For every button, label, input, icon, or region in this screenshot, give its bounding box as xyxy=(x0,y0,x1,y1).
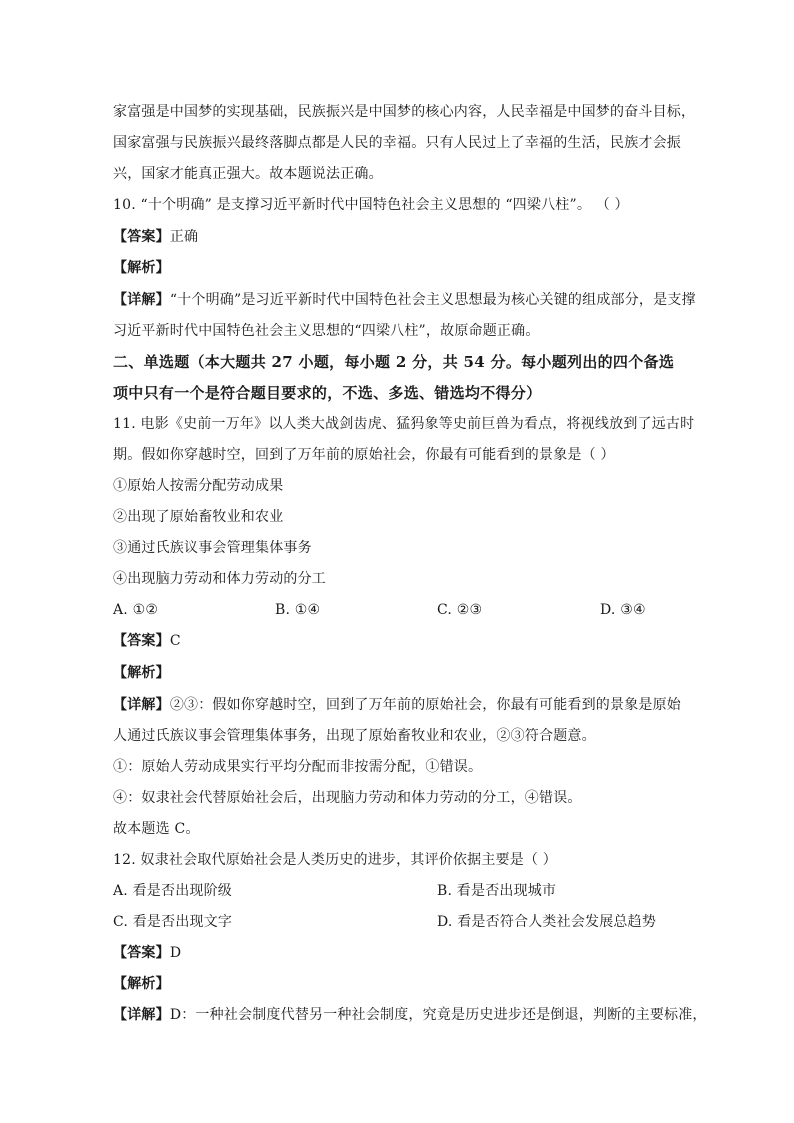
section-heading-cont: 项中只有一个是符合题目要求的，不选、多选、错选均不得分） xyxy=(113,384,542,402)
question-10-stem: 10. “十个明确” 是支撑习近平新时代中国特色社会主义思想的 “四梁八柱”。 （ ） xyxy=(113,197,629,213)
answer-tag: 【答案】 xyxy=(113,633,170,649)
text-line: 家富强是中国梦的实现基础，民族振兴是中国梦的核心内容，人民幸福是中国梦的奋斗目标， xyxy=(113,104,696,120)
text-line: ①：原始人劳动成果实行平均分配而非按需分配，①错误。 xyxy=(113,759,483,775)
statement-item: ①原始人按需分配劳动成果 xyxy=(113,478,284,494)
answer-value: 正确 xyxy=(169,229,199,245)
text-line: 国家富强与民族振兴最终落脚点都是人民的幸福。只有人民过上了幸福的生活，民族才会振 xyxy=(113,135,681,151)
question-12-stem: 12. 奴隶社会取代原始社会是人类历史的进步，其评价依据主要是（ ） xyxy=(113,852,557,868)
text-line: 兴，国家才能真正强大。故本题说法正确。 xyxy=(113,166,383,182)
answer-value: C xyxy=(169,633,181,649)
option-a: A. ①② xyxy=(113,602,159,618)
question-11-stem-cont: 期。假如你穿越时空，回到了万年前的原始社会，你最有可能看到的景象是（ ） xyxy=(113,447,615,463)
question-10-detail xyxy=(113,290,696,310)
statement-item: ③通过氏族议事会管理集体事务 xyxy=(113,540,312,556)
analysis-tag: 【解析】 xyxy=(113,260,170,276)
text-line: ④：奴隶社会代替原始社会后，出现脑力劳动和体力劳动的分工，④错误。 xyxy=(113,790,582,806)
text-line: 人通过氏族议事会管理集体事务，出现了原始畜牧业和农业，②③符合题意。 xyxy=(113,728,596,744)
text-line: 习近平新时代中国特色社会主义思想的“四梁八柱”，故原命题正确。 xyxy=(113,323,540,339)
question-12-detail xyxy=(113,1005,707,1025)
detail-text: D：一种社会制度代替另一种社会制度，究竟是历史进步还是倒退，判断的主要标准， xyxy=(169,1007,707,1023)
detail-tag: 【详解】 xyxy=(113,1007,170,1023)
detail-tag: 【详解】 xyxy=(113,697,170,713)
question-11-options xyxy=(113,600,683,620)
question-12-answer xyxy=(113,943,181,963)
analysis-tag: 【解析】 xyxy=(113,976,170,992)
statement-item: ②出现了原始畜牧业和农业 xyxy=(113,509,284,525)
section-heading: 二、单选题（本大题共 27 小题，每小题 2 分，共 54 分。每小题列出的四个备选 xyxy=(113,353,675,371)
detail-tag: 【详解】 xyxy=(113,292,170,308)
option-b: B. 看是否出现城市 xyxy=(437,883,557,899)
answer-tag: 【答案】 xyxy=(113,229,170,245)
question-11-detail xyxy=(113,695,681,715)
analysis-tag: 【解析】 xyxy=(113,665,170,681)
question-11-stem: 11. 电影《史前一万年》以人类大战剑齿虎、猛犸象等史前巨兽为看点，将视线放到了远古时 xyxy=(113,416,695,432)
question-12-options-row-1 xyxy=(113,881,683,901)
detail-text: ②③：假如你穿越时空，回到了万年前的原始社会，你最有可能看到的景象是原始 xyxy=(169,697,682,713)
option-a: A. 看是否出现阶级 xyxy=(113,883,233,899)
option-d: D. ③④ xyxy=(600,602,646,618)
option-b: B. ①④ xyxy=(275,602,321,618)
answer-tag: 【答案】 xyxy=(113,945,170,961)
question-10-answer xyxy=(113,227,198,247)
answer-value: D xyxy=(169,945,182,961)
detail-text: “十个明确”是习近平新时代中国特色社会主义思想最为核心关键的组成部分，是支撑 xyxy=(169,292,696,308)
option-c: C. 看是否出现文字 xyxy=(113,914,233,930)
question-12-options-row-2 xyxy=(113,912,683,932)
option-c: C. ②③ xyxy=(437,602,483,618)
question-11-answer xyxy=(113,631,181,651)
conclusion-line: 故本题选 C。 xyxy=(113,821,200,837)
option-d: D. 看是否符合人类社会发展总趋势 xyxy=(437,914,657,930)
statement-item: ④出现脑力劳动和体力劳动的分工 xyxy=(113,571,326,587)
